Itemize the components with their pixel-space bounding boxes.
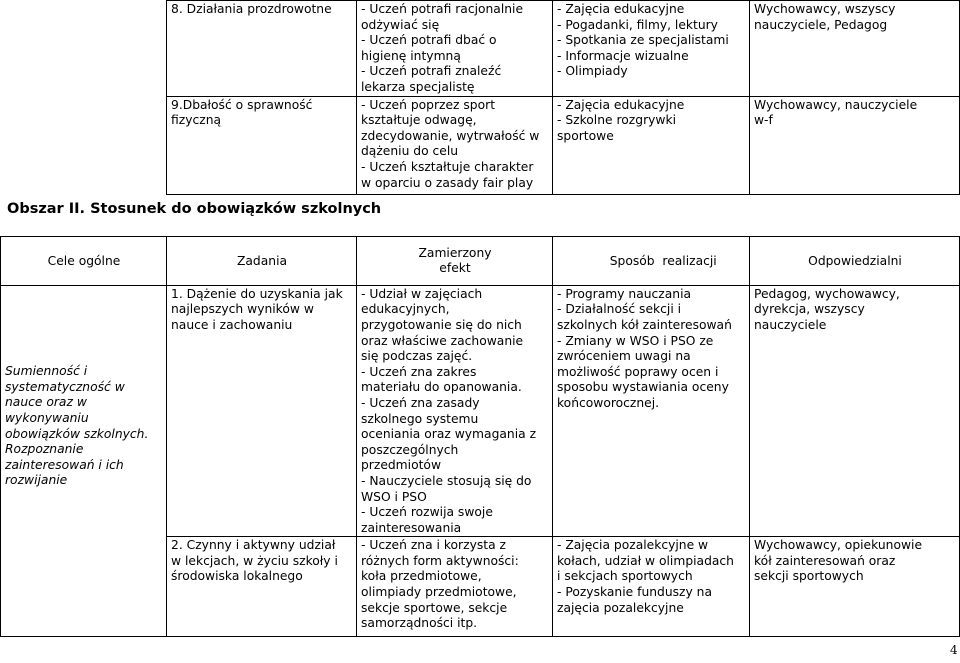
text-line: - Uczeń potrafi racjonalnie [361,2,524,16]
text-line: - Olimpiady [557,64,628,79]
text-line: oceniania oraz wymagania z [361,427,537,442]
text-line: dyrekcja, wszyscy [754,302,865,317]
text-line: higienę intymną [361,48,461,63]
row1-efekt-cell [357,285,553,537]
text-line: zajęcia pozalekcyjne [557,600,684,615]
text-line: oraz właściwe zachowanie [361,333,524,348]
text-line: wykonywaniu [5,410,89,425]
row9-area-cell [167,96,357,194]
text-line: zainteresowań i ich [5,457,124,472]
header-label: Sposób realizacji [609,253,717,268]
header-efekt [357,237,553,286]
row9-responsible-cell [750,96,960,194]
text-line: szkolnego systemu [361,411,479,426]
text-line: - Programy nauczania [557,286,692,301]
text-line: nauce oraz w [5,395,87,410]
row8-responsible-cell [750,1,960,97]
row2-sposob-cell [553,537,750,637]
text-line: nauczyciele [754,317,827,332]
header-zadania [167,237,357,286]
text-line: dążeniu do celu [361,144,459,159]
header-sposob [553,237,750,286]
text-line: - Zajęcia edukacyjne [557,2,685,16]
text-line: - Uczeń zna zasady [361,395,480,410]
text-line: najlepszych wyników w [171,302,314,317]
text-line: Wychowawcy, wszyscy [754,2,896,16]
text-line: przedmiotów [361,458,442,473]
text-line: się podczas zajęć. [361,349,473,364]
page-number: 4 [950,643,958,657]
text-line: sposobu wystawiania oceny [557,380,729,395]
text-line: możliwość poprawy ocen i [557,364,719,379]
text-line: WSO i PSO [361,489,427,504]
table-row [167,1,960,97]
text-line: Wychowawcy, opiekunowie [754,538,923,553]
row2-odp-cell [750,537,960,637]
text-line: - Uczeń potrafi dbać o [361,33,497,48]
row1-odp-cell [750,285,960,537]
table-row [1,285,960,537]
text-line: nauczyciele, Pedagog [754,17,888,32]
text-line: zwróceniem uwagi na [557,349,691,364]
text-line: - Informacje wizualne [557,48,689,63]
text-line: 1. Dążenie do uzyskania jak [171,286,343,301]
text-line: - Zmiany w WSO i PSO ze [557,333,714,348]
header-label: efekt [439,261,471,276]
text-line: - Zajęcia edukacyjne [557,97,685,112]
header-label: Cele ogólne [47,253,121,268]
text-line: kół zainteresowań oraz [754,553,896,568]
text-line: fizyczną [171,113,222,128]
text-line: - Nauczyciele stosują się do [361,473,532,488]
header-label: Odpowiedzialni [808,253,902,268]
text-line: sekcje sportowe, sekcje [361,600,508,615]
text-line: obowiązków szkolnych. [5,426,149,441]
text-line: - Pogadanki, filmy, lektury [557,17,718,32]
text-line: Sumienność i [5,364,88,379]
text-line: systematyczność w [5,379,125,394]
row9-methods-cell [553,96,750,194]
text-line: końcoworocznej. [557,395,660,410]
text-line: szkolnych kół zainteresowań [557,317,732,332]
text-line: - Uczeń zna i korzysta z [361,538,506,553]
text-line: i sekcjach sportowych [557,569,693,584]
text-line: - Spotkania ze specjalistami [557,33,729,48]
text-line: - Działalność sekcji i [557,302,682,317]
text-line: Pedagog, wychowawcy, [754,286,900,301]
school-duties-table [0,236,960,637]
row8-methods-cell [553,1,750,97]
text-line: kształtuje odwagę, [361,113,477,128]
text-line: kołach, udział w olimpiadach [557,553,734,568]
row2-efekt-cell [357,537,553,637]
text-line: w oparciu o zasady fair play [361,175,534,190]
text-line: lekarza specjalistę [361,79,475,94]
text-line: 9.Dbałość o sprawność [171,97,313,112]
text-line: rozwijanie [5,473,68,488]
text-line: - Uczeń kształtuje charakter [361,159,534,174]
text-line: środowiska lokalnego [171,569,303,584]
text-line: samorządności itp. [361,616,478,631]
text-line: Rozpoznanie [5,442,84,457]
text-line: odżywiać się [361,17,440,32]
row8-area-label: 8. Działania prozdrowotne [171,2,332,16]
text-line: zainteresowania [361,520,462,535]
text-line: przygotowanie się do nich [361,317,522,332]
text-line: w-f [754,113,773,128]
text-line: - Uczeń poprzez sport [361,97,496,112]
text-line: - Uczeń potrafi znaleźć [361,64,502,79]
row2-zadania-cell [167,537,357,637]
text-line: edukacyjnych, [361,302,450,317]
row8-tasks-cell [357,1,553,97]
row8-area-cell [167,1,357,97]
row1-sposob-cell [553,285,750,537]
text-line: - Zajęcia pozalekcyjne w [557,538,709,553]
text-line: koła przedmiotowe, [361,569,482,584]
text-line: 2. Czynny i aktywny udział [171,538,336,553]
text-line: - Pozyskanie funduszy na [557,585,713,600]
header-cele [1,237,167,286]
header-odpowiedzialni [750,237,960,286]
text-line: różnych form aktywności: [361,553,519,568]
row9-tasks-cell [357,96,553,194]
text-line: materiału do opanowania. [361,380,522,395]
row1-zadania-cell [167,285,357,537]
health-fitness-table [166,0,960,195]
header-row [1,237,960,286]
header-label: Zamierzony [418,245,492,260]
text-line: - Udział w zajęciach [361,286,483,301]
text-line: poszczególnych [361,442,459,457]
header-label: Zadania [236,253,288,268]
text-line: - Uczeń rozwija swoje [361,505,493,520]
text-line: nauce i zachowaniu [171,317,293,332]
text-line: sekcji sportowych [754,569,864,584]
section-heading: Obszar II. Stosunek do obowiązków szkolnych [7,201,382,217]
text-line: sportowe [557,128,614,143]
text-line: Wychowawcy, nauczyciele [754,97,918,112]
text-line: olimpiady przedmiotowe, [361,585,517,600]
text-line: w lekcjach, w życiu szkoły i [171,553,338,568]
table-row [167,96,960,194]
text-line: - Uczeń zna zakres [361,364,477,379]
text-line: zdecydowanie, wytrwałość w [361,128,540,143]
text-line: - Szkolne rozgrywki [557,113,676,128]
cele-cell [1,285,167,637]
